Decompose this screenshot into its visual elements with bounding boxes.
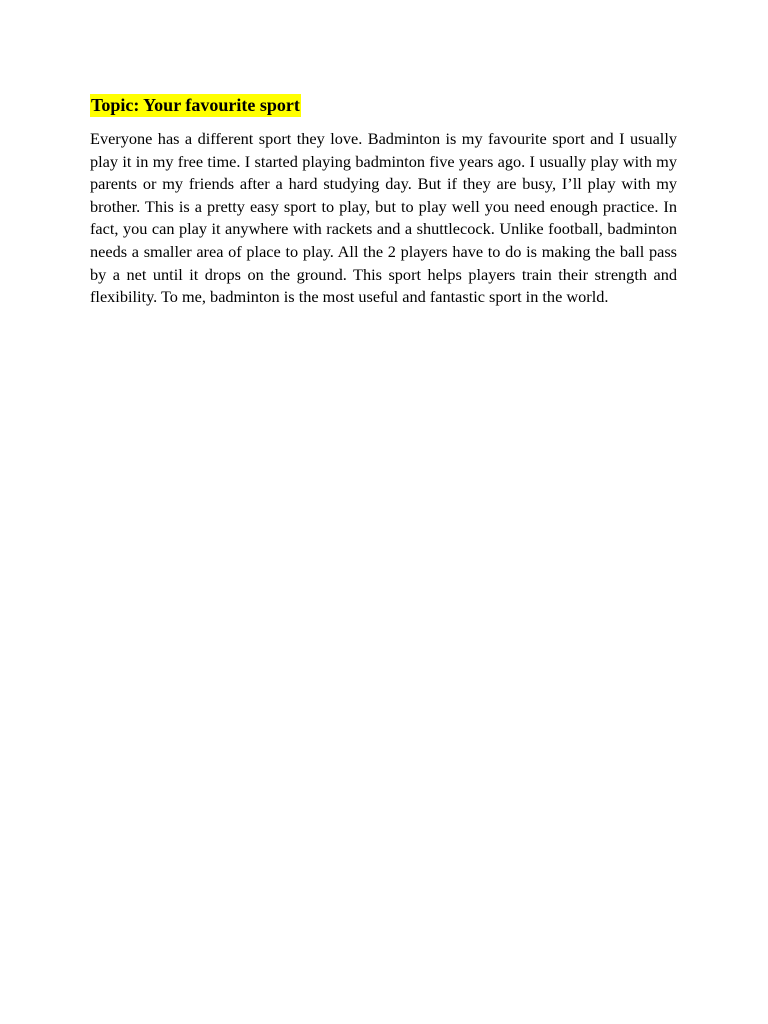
topic-heading — [90, 92, 677, 118]
essay-paragraph: Everyone has a different sport they love. Badminton is my favourite sport and I usually play it in my free time. I started playing badminton five years ago. I usually play with my parents or my friends after a hard studying day. But if they are busy, I’ll play with my brother. This is a pretty easy sport to play, but to play well you need enough practice. In fact, you can play it anywhere with rackets and a shuttlecock. Unlike football, badminton needs a smaller area of place to play. All the 2 players have to do is making the ball pass by a net until it drops on the ground. This sport helps players train their strength and flexibility. To me, badminton is the most useful and fantastic sport in the world. — [90, 129, 677, 307]
topic-heading-text: Topic: Your favourite sport — [91, 95, 300, 115]
document-content — [90, 92, 677, 309]
